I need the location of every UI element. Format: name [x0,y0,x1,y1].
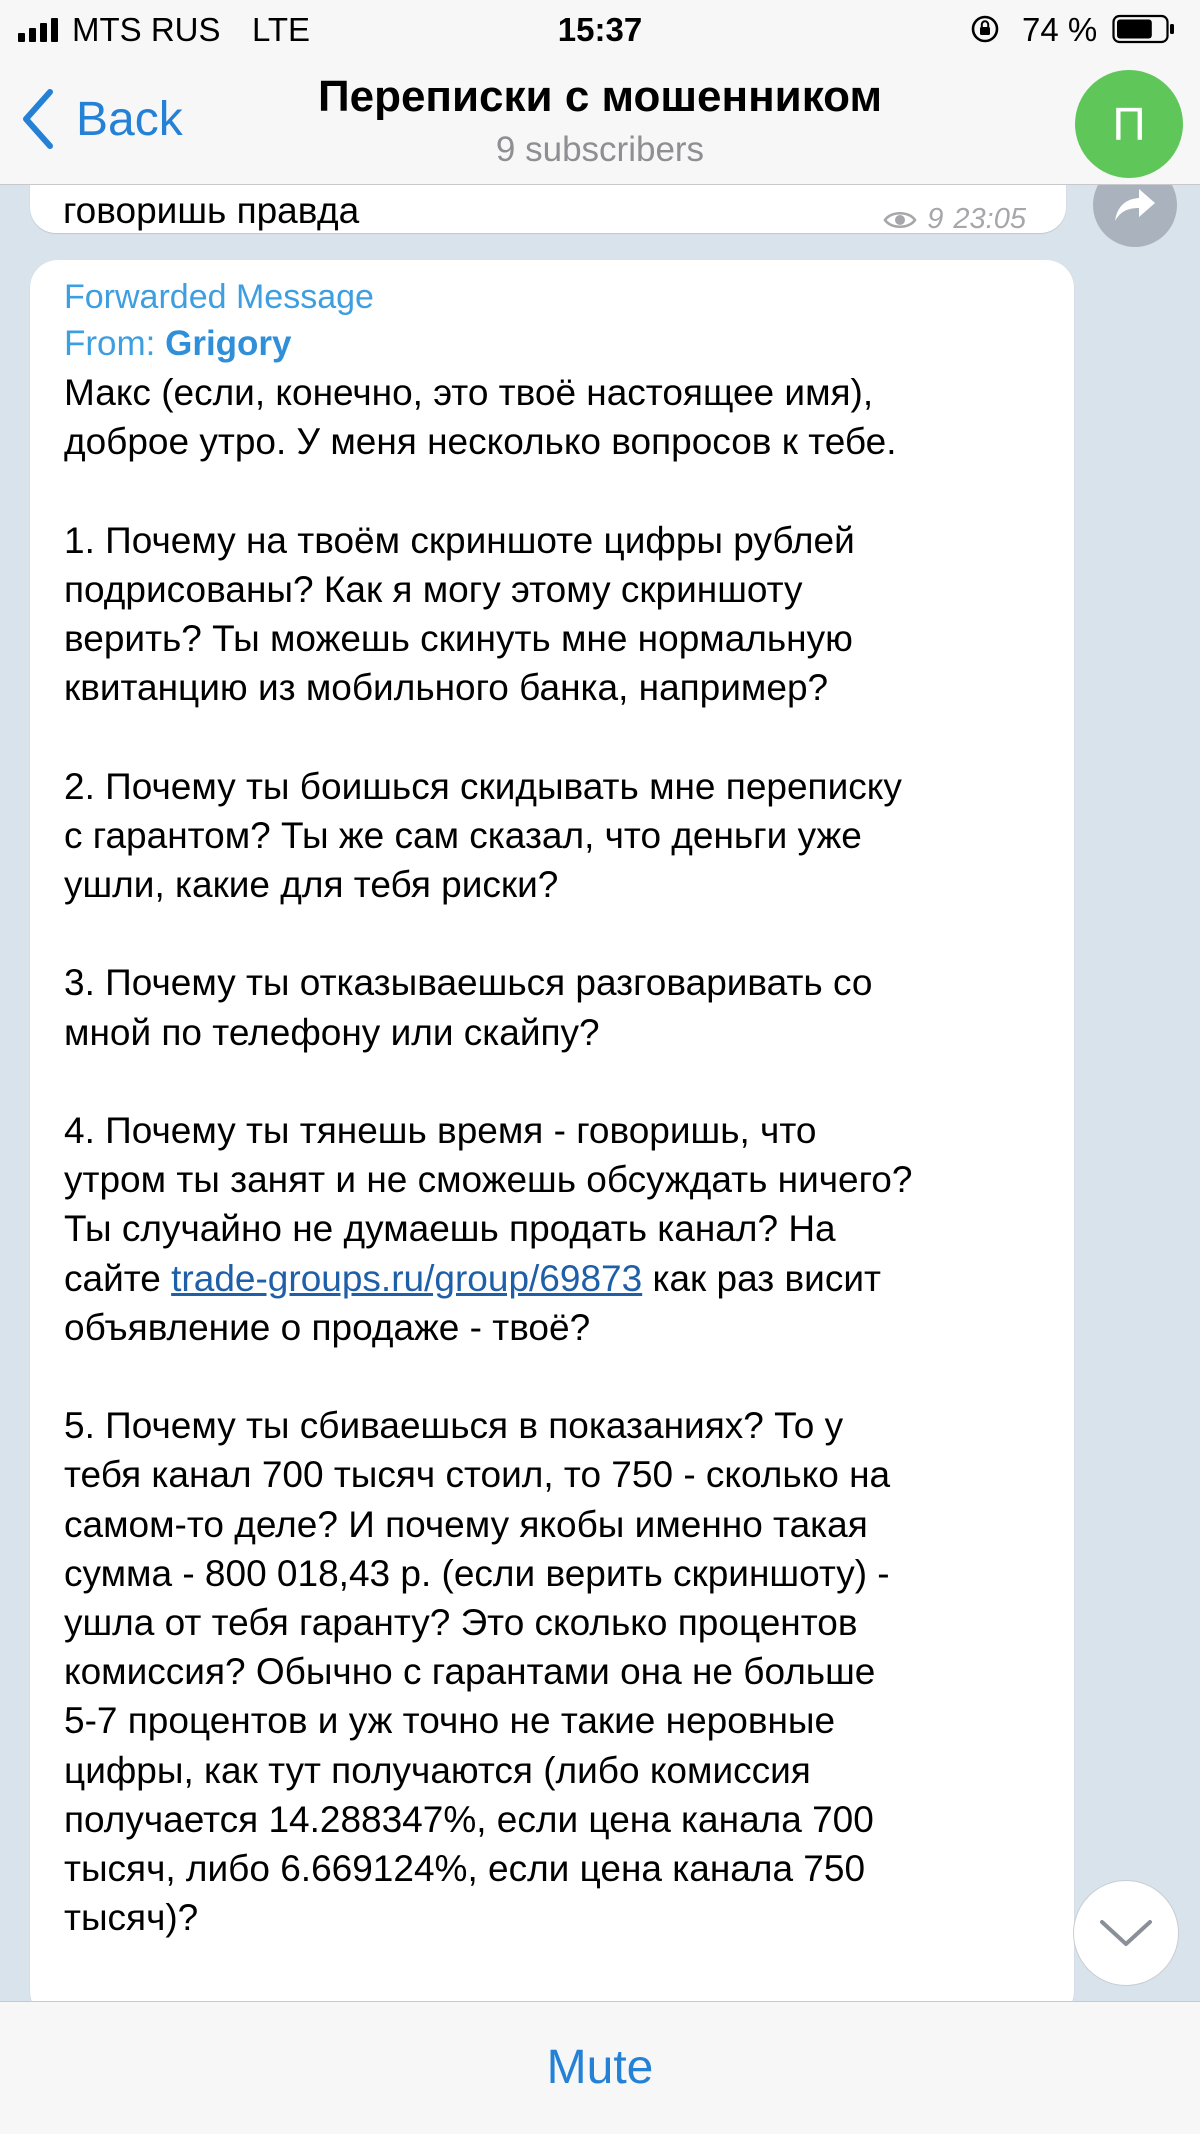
channel-avatar[interactable]: П [1075,70,1183,178]
scroll-to-bottom-button[interactable] [1073,1880,1179,1986]
battery-icon [1112,14,1176,44]
from-prefix: From: [64,324,166,363]
carrier-name: MTS RUS [72,11,221,48]
bottom-bar [0,2001,1200,2134]
forwarded-from [64,324,292,364]
message-link[interactable]: trade-groups.ru/group/69873 [171,1257,643,1299]
message-text-part: Макс (если, конечно, это твоё настоящее имя), доброе утро. У меня несколько вопросов к тебе. 1. Почему на твоём скриншоте цифры рублей подрисованы? Как я могу этому скриншоту верить? Ты можешь скинуть мне нормальную квитанцию из мобильного банка, например? 2. Почему ты боишься скидывать мне переписку с гарантом? Ты же сам сказал, что деньги уже ушли, какие для тебя риски? 3. Почему ты отказываешься разговаривать со мной по телефону или скайпу? 4. Почему ты тянешь время - говоришь, что утром ты занят и не сможешь обсуждать ничего? Ты случайно не думаешь продать канал? На сайте [64,372,913,1299]
message-meta [883,203,1026,236]
message-text-part: как раз висит объявление о продаже - твоё? 5. Почему ты сбиваешься в показаниях? То у тебя канал 700 тысяч стоил, то 750 - сколько на самом-то деле? И почему якобы именно такая сумма - 800 018,43 р. (если верить скриншоту) - ушла от тебя гаранту? Это сколько процентов комиссия? Обычно с гарантами она не больше 5-7 процентов и уж точно не такие неровные цифры, как тут получаются (либо комиссия получается 14.288347%, если цена канала 700 тысяч, либо 6.669124%, если цена канала 750 тысяч)? [64,1257,891,1939]
channel-title[interactable]: Переписки с мошенником [317,72,882,121]
share-arrow-icon [1113,185,1157,225]
orientation-lock-icon [970,14,1000,44]
forwarded-author-link[interactable]: Grigory [165,324,292,363]
back-label: Back [76,92,183,146]
forwarded-label: Forwarded Message [64,278,374,316]
mute-button[interactable]: Mute [546,2041,654,2094]
chevron-down-icon [1098,1917,1154,1949]
status-time: 15:37 [557,11,643,48]
battery-percent: 74 % [1022,11,1098,48]
share-button[interactable] [1093,185,1177,247]
status-bar [0,0,1200,60]
forwarded-message-bubble[interactable] [30,260,1074,2001]
view-count: 9 [927,203,944,235]
message-bubble[interactable] [30,185,1066,233]
message-text: говоришь правда [63,190,360,231]
nav-bar [0,60,1200,185]
message-time: 23:05 [953,203,1026,235]
subscriber-count: 9 subscribers [495,130,705,169]
network-type: LTE [252,11,311,48]
message-body [64,368,1064,1943]
message-list[interactable] [0,185,1200,2001]
eye-icon [883,209,917,231]
